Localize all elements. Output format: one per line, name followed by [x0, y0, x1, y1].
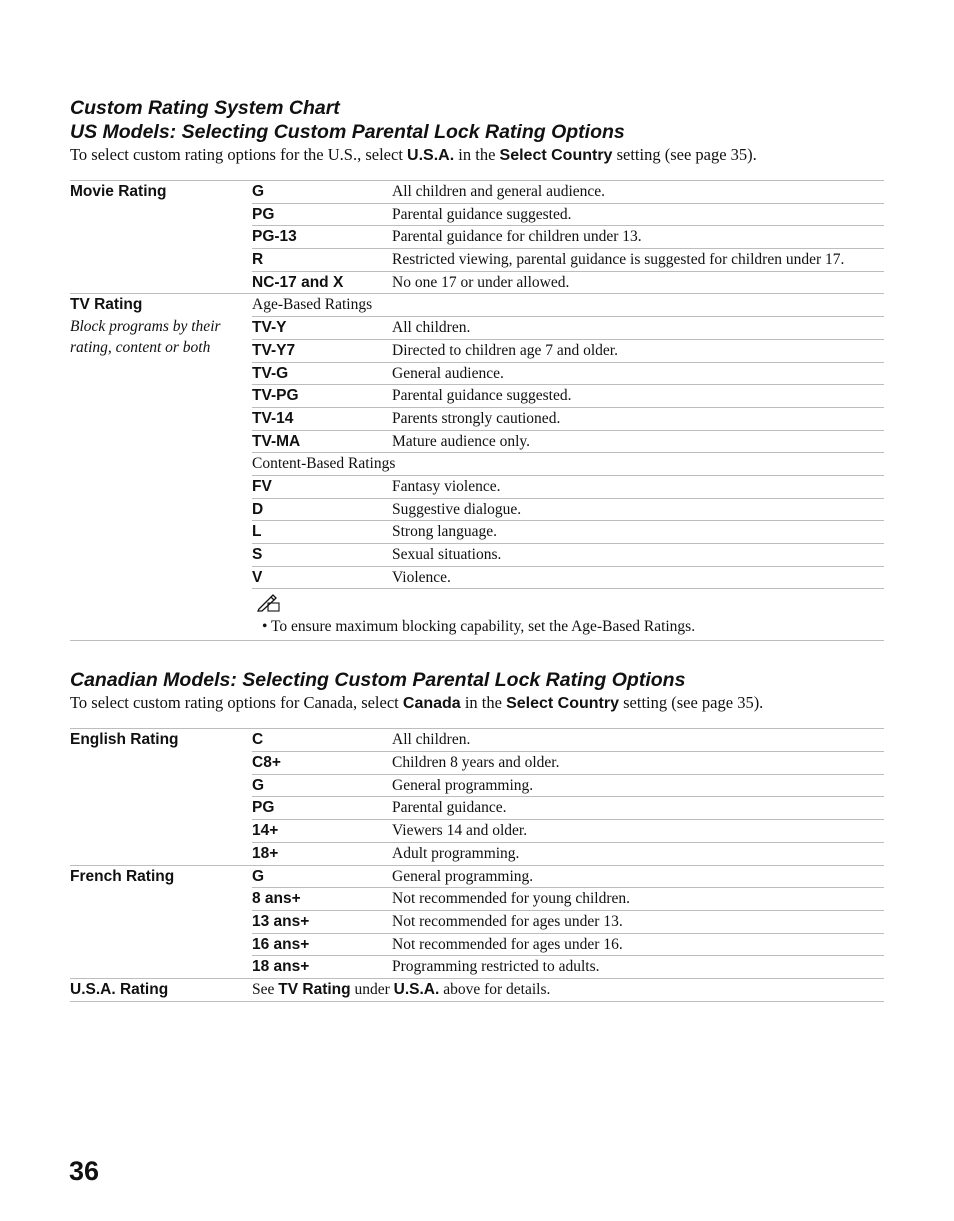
us-intro-text: To select custom rating options for the U.S., select — [70, 145, 408, 164]
rating-code: G — [252, 181, 392, 204]
rating-description: Adult programming. — [392, 842, 884, 865]
rating-code: PG — [252, 797, 392, 820]
us-intro-text-2: in the — [454, 145, 500, 164]
rating-description: All children. — [392, 317, 884, 340]
rating-code: 14+ — [252, 820, 392, 843]
age-based-heading-row — [70, 294, 884, 317]
usa-desc-text-2: under — [350, 980, 394, 998]
rating-code: PG — [252, 203, 392, 226]
french-rating-row — [70, 865, 884, 888]
usa-desc-ref-1: TV Rating — [278, 980, 351, 998]
manual-page — [70, 96, 884, 1002]
canada-intro-setting: Select Country — [506, 695, 619, 713]
rating-description: Fantasy violence. — [392, 475, 884, 498]
rating-code: TV-Y — [252, 317, 392, 340]
rating-description: General audience. — [392, 362, 884, 385]
rating-code: R — [252, 249, 392, 272]
us-section-heading: US Models: Selecting Custom Parental Lock Rating Options — [70, 121, 625, 143]
english-rating-category — [70, 729, 252, 865]
canada-intro-text-3: setting (see page 35). — [618, 693, 764, 713]
rating-code: TV-MA — [252, 430, 392, 453]
rating-description: Not recommended for ages under 16. — [392, 933, 884, 956]
rating-subheading: Age-Based Ratings — [252, 294, 884, 317]
rating-description: Parental guidance suggested. — [392, 385, 884, 408]
rating-code: TV-PG — [252, 385, 392, 408]
rating-description: Viewers 14 and older. — [392, 820, 884, 843]
rating-code: 13 ans+ — [252, 910, 392, 933]
rating-code: 16 ans+ — [252, 933, 392, 956]
rating-description: No one 17 or under allowed. — [392, 271, 884, 294]
rating-description: Parental guidance for children under 13. — [392, 226, 884, 249]
rating-code: NC-17 and X — [252, 271, 392, 294]
tv-rating-category-label: TV Rating — [70, 296, 143, 314]
canada-intro-text-2: in the — [460, 693, 507, 713]
rating-description: Restricted viewing, parental guidance is suggested for children under 17. — [392, 249, 884, 272]
rating-code: PG-13 — [252, 226, 392, 249]
rating-description: Mature audience only. — [392, 430, 884, 453]
rating-description: Parents strongly cautioned. — [392, 407, 884, 430]
english-rating-group — [70, 729, 884, 865]
rating-description: Violence. — [392, 566, 884, 589]
canada-section-heading: Canadian Models: Selecting Custom Parental Lock Rating Options — [70, 669, 686, 692]
rating-code: G — [252, 865, 392, 888]
rating-code: G — [252, 774, 392, 797]
usa-desc-ref-2: U.S.A. — [393, 980, 440, 998]
french-rating-category — [70, 865, 252, 978]
rating-code: 8 ans+ — [252, 888, 392, 911]
rating-description: Parental guidance suggested. — [392, 203, 884, 226]
rating-description: Programming restricted to adults. — [392, 956, 884, 979]
tv-rating-category-note: Block programs by their rating, content or both — [70, 318, 221, 357]
us-intro-country: U.S.A. — [407, 147, 455, 164]
usa-rating-group — [70, 978, 884, 1001]
rating-code: TV-Y7 — [252, 339, 392, 362]
rating-code: FV — [252, 475, 392, 498]
chart-heading: Custom Rating System Chart — [70, 97, 340, 119]
rating-code: S — [252, 544, 392, 567]
movie-rating-category — [70, 181, 252, 294]
movie-rating-group — [70, 181, 884, 294]
canada-intro — [70, 692, 884, 715]
rating-description: Not recommended for ages under 13. — [392, 910, 884, 933]
us-intro-setting: Select Country — [499, 147, 613, 164]
tv-rating-group — [70, 294, 884, 641]
rating-code: C8+ — [252, 752, 392, 775]
us-rating-table — [70, 180, 884, 641]
rating-code: 18+ — [252, 842, 392, 865]
usa-rating-row — [70, 978, 884, 1001]
usa-rating-label: U.S.A. Rating — [70, 980, 169, 998]
canada-intro-country: Canada — [402, 695, 461, 713]
rating-description: All children and general audience. — [392, 181, 884, 204]
page-number: 36 — [69, 1156, 100, 1186]
usa-desc-text-3: above for details. — [439, 980, 551, 998]
rating-description: Directed to children age 7 and older. — [392, 339, 884, 362]
usa-desc-text: See — [252, 980, 279, 998]
rating-code: TV-G — [252, 362, 392, 385]
rating-subheading: Content-Based Ratings — [252, 453, 884, 476]
rating-description: Not recommended for young children. — [392, 888, 884, 911]
us-intro-text-3: setting (see page 35). — [612, 145, 757, 164]
english-rating-row — [70, 729, 884, 752]
rating-description: Parental guidance. — [392, 797, 884, 820]
us-intro — [70, 144, 884, 167]
movie-rating-row — [70, 181, 884, 204]
rating-code: V — [252, 566, 392, 589]
rating-description: General programming. — [392, 865, 884, 888]
usa-rating-desc — [252, 978, 884, 1001]
canada-intro-text: To select custom rating options for Canada, select — [70, 693, 403, 713]
tv-rating-category — [70, 294, 252, 641]
rating-description: All children. — [392, 729, 884, 752]
rating-code: L — [252, 521, 392, 544]
rating-description: Sexual situations. — [392, 544, 884, 567]
french-rating-category-label: French Rating — [70, 867, 175, 885]
movie-rating-category-label: Movie Rating — [70, 183, 167, 200]
rating-code: C — [252, 729, 392, 752]
pencil-note-icon — [256, 592, 280, 612]
french-rating-group — [70, 865, 884, 978]
rating-code: TV-14 — [252, 407, 392, 430]
rating-code: D — [252, 498, 392, 521]
rating-description: Suggestive dialogue. — [392, 498, 884, 521]
rating-code: 18 ans+ — [252, 956, 392, 979]
rating-description: General programming. — [392, 774, 884, 797]
rating-description: Strong language. — [392, 521, 884, 544]
rating-note-text: • To ensure maximum blocking capability, set the Age-Based Ratings. — [262, 618, 696, 636]
rating-description: Children 8 years and older. — [392, 752, 884, 775]
english-rating-category-label: English Rating — [70, 731, 179, 749]
canada-rating-table — [70, 728, 884, 1001]
rating-note — [252, 589, 884, 641]
